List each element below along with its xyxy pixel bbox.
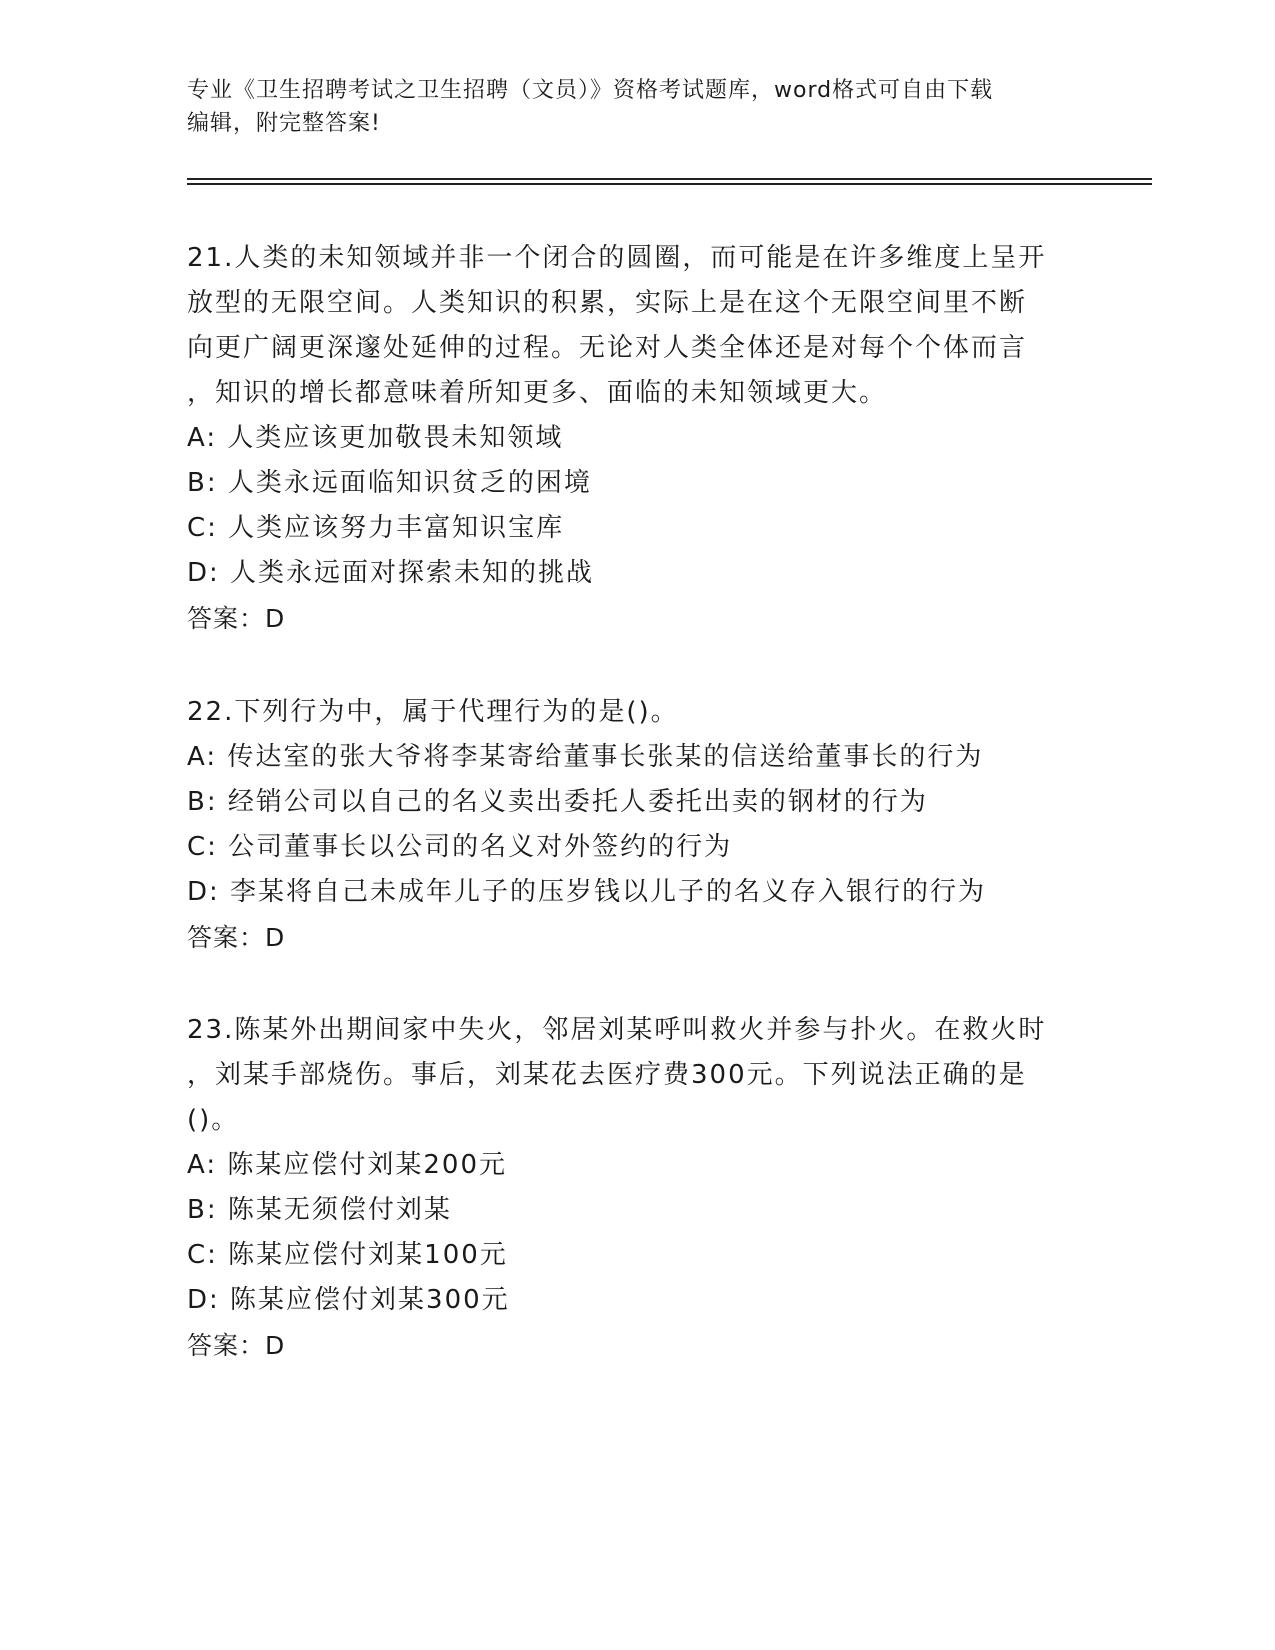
question-stem-line: 23.陈某外出期间家中失火，邻居刘某呼叫救火并参与扑火。在救火时 <box>187 1015 1047 1045</box>
question-stem-line: 22.下列行为中，属于代理行为的是()。 <box>187 697 679 727</box>
question-stem-line: ，刘某手部烧伤。事后，刘某花去医疗费300元。下列说法正确的是 <box>187 1060 1027 1090</box>
option-a: A: 传达室的张大爷将李某寄给董事长张某的信送给董事长的行为 <box>187 742 984 772</box>
option-c: C: 人类应该努力丰富知识宝库 <box>187 513 565 543</box>
question-21 <box>187 236 1067 641</box>
option-a: A: 陈某应偿付刘某200元 <box>187 1150 507 1180</box>
option-c: C: 陈某应偿付刘某100元 <box>187 1240 508 1270</box>
option-b: B: 人类永远面临知识贫乏的困境 <box>187 468 592 498</box>
header-line-2: 编辑，附完整答案! <box>187 111 381 136</box>
option-b: B: 陈某无须偿付刘某 <box>187 1195 452 1225</box>
question-stem-line: 向更广阔更深邃处延伸的过程。无论对人类全体还是对每个个体而言 <box>187 333 1028 363</box>
header-divider-bottom <box>187 183 1152 185</box>
answer: 答案：D <box>187 604 286 633</box>
answer: 答案：D <box>187 1331 286 1360</box>
answer: 答案：D <box>187 923 286 952</box>
question-22 <box>187 690 1067 960</box>
option-b: B: 经销公司以自己的名义卖出委托人委托出卖的钢材的行为 <box>187 787 928 817</box>
document-header <box>187 74 1067 140</box>
option-c: C: 公司董事长以公司的名义对外签约的行为 <box>187 832 733 862</box>
question-stem-line: 放型的无限空间。人类知识的积累，实际上是在这个无限空间里不断 <box>187 288 1028 318</box>
header-line-1: 专业《卫生招聘考试之卫生招聘（文员）》资格考试题库，word格式可自由下载 <box>187 78 994 103</box>
option-d: D: 人类永远面对探索未知的挑战 <box>187 558 595 588</box>
option-a: A: 人类应该更加敬畏未知领域 <box>187 423 564 453</box>
header-divider-top <box>187 178 1152 180</box>
option-d: D: 陈某应偿付刘某300元 <box>187 1285 510 1315</box>
question-stem-line: 21.人类的未知领域并非一个闭合的圆圈，而可能是在许多维度上呈开 <box>187 243 1047 273</box>
question-stem-line: ，知识的增长都意味着所知更多、面临的未知领域更大。 <box>187 378 888 408</box>
option-d: D: 李某将自己未成年儿子的压岁钱以儿子的名义存入银行的行为 <box>187 877 987 907</box>
question-23 <box>187 1008 1067 1368</box>
question-stem-line: ()。 <box>187 1105 240 1135</box>
